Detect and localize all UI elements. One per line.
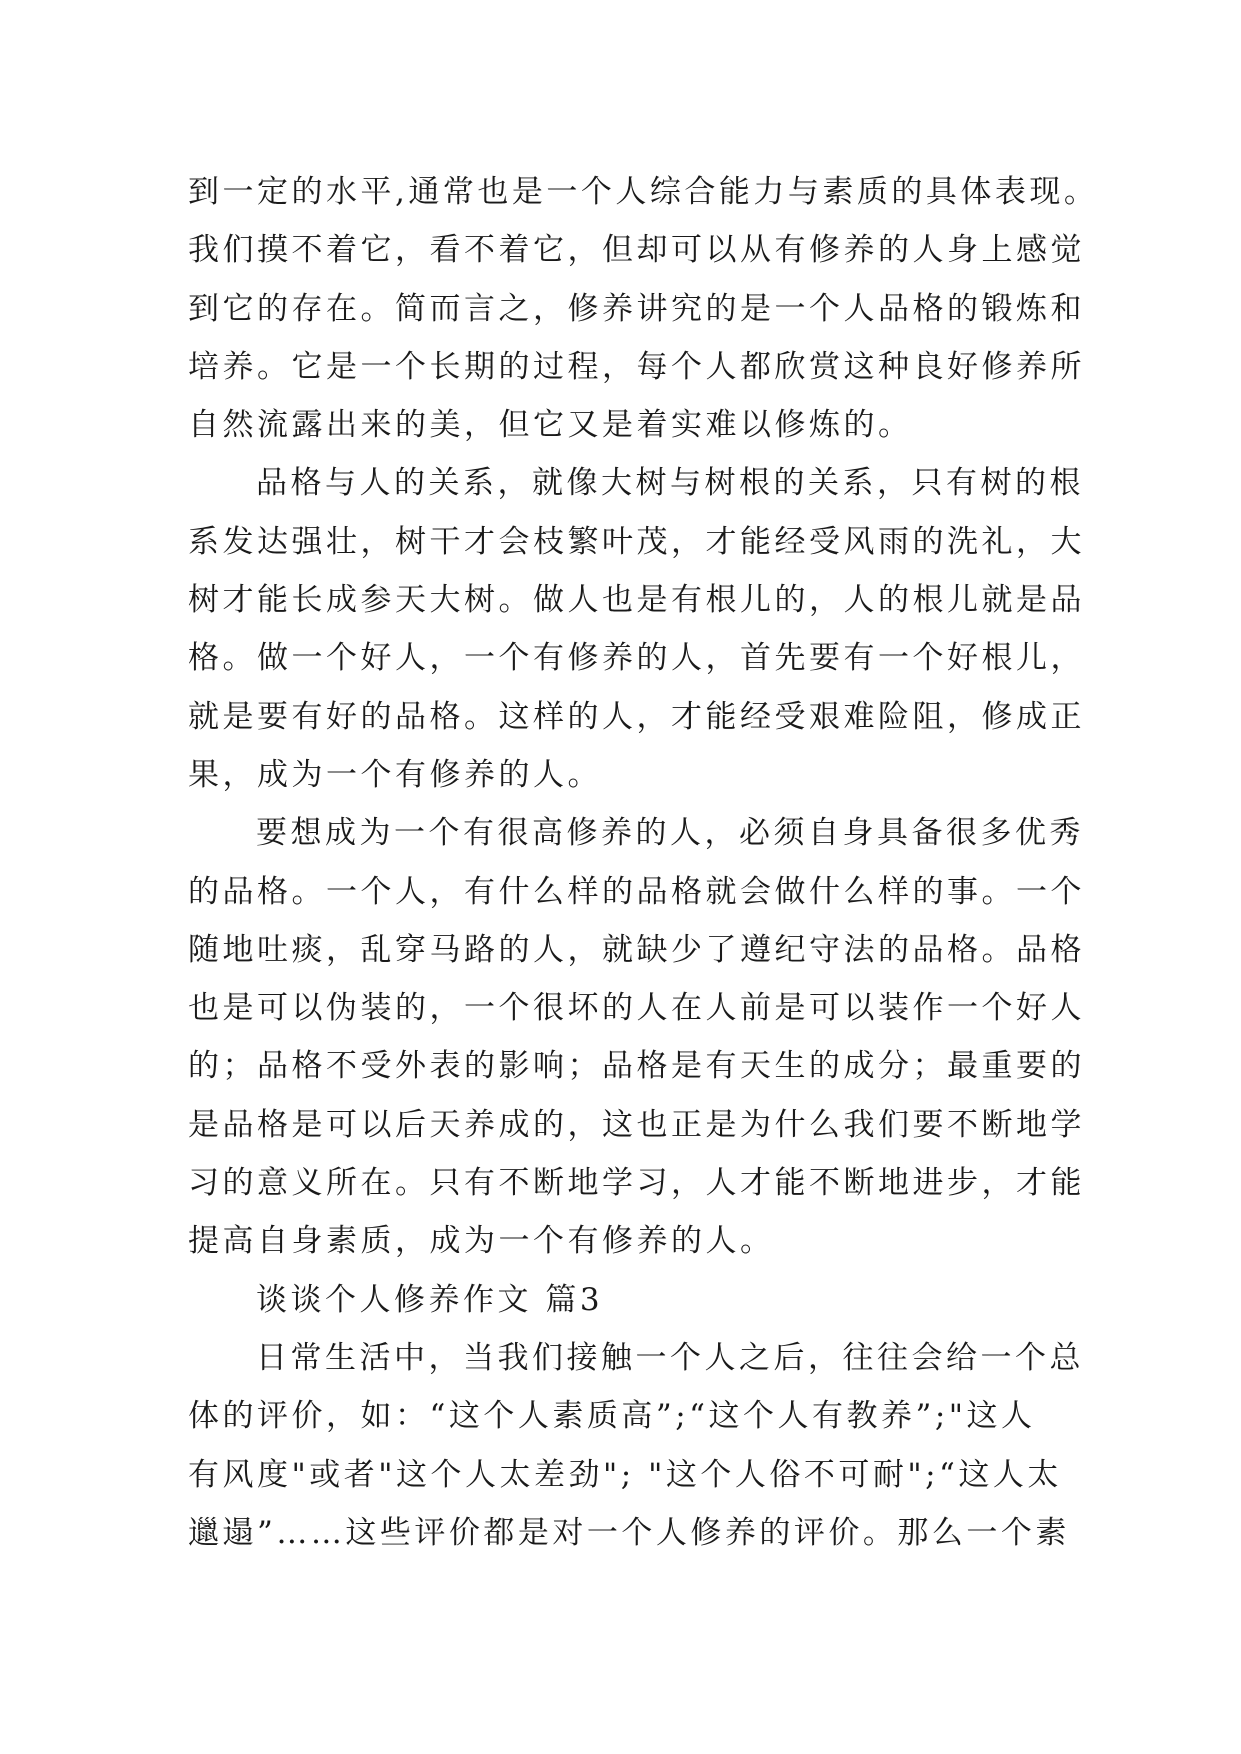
- text-line: 随地吐痰，乱穿马路的人，就缺少了遵纪守法的品格。品格: [188, 931, 1085, 968]
- paragraph-first-line: 日常生活中，当我们接触一个人之后，往往会给一个总: [256, 1339, 1084, 1376]
- text-line: 有风度"或者"这个人太差劲"; "这个人俗不可耐";“这人太: [188, 1456, 1062, 1493]
- document-body: [188, 163, 1099, 1562]
- text-line: 是品格是可以后天养成的，这也正是为什么我们要不断地学: [188, 1106, 1085, 1143]
- text-line: 提高自身素质，成为一个有修养的人。: [188, 1223, 775, 1260]
- text-line: 培养。它是一个长期的过程，每个人都欣赏这种良好修养所: [188, 348, 1085, 385]
- text-line: 习的意义所在。只有不断地学习，人才能不断地进步，才能: [188, 1165, 1085, 1202]
- paragraph-first-line: 要想成为一个有很高修养的人，必须自身具备很多优秀: [256, 815, 1084, 852]
- text-line: 邋遢”……这些评价都是对一个人修养的评价。那么一个素: [188, 1514, 1070, 1551]
- text-line: 我们摸不着它，看不着它，但却可以从有修养的人身上感觉: [188, 232, 1085, 269]
- text-line: 自然流露出来的美，但它又是着实难以修炼的。: [188, 407, 913, 444]
- section-heading: 谈谈个人修养作文 篇3: [256, 1281, 604, 1318]
- text-line: 果，成为一个有修养的人。: [188, 756, 602, 793]
- text-line: 系发达强壮，树干才会枝繁叶茂，才能经受风雨的洗礼，大: [188, 523, 1085, 560]
- text-line: 到它的存在。简而言之，修养讲究的是一个人品格的锻炼和: [188, 290, 1085, 327]
- text-line: 到一定的水平,通常也是一个人综合能力与素质的具体表现。: [188, 174, 1099, 210]
- text-line: 树才能长成参天大树。做人也是有根儿的，人的根儿就是品: [188, 582, 1085, 619]
- text-line: 格。做一个好人，一个有修养的人，首先要有一个好根儿，: [188, 640, 1085, 677]
- text-line: 体的评价，如：“这个人素质高”;“这个人有教养”;"这人: [188, 1398, 1036, 1435]
- paragraph-first-line: 品格与人的关系，就像大树与树根的关系，只有树的根: [256, 465, 1084, 502]
- text-line: 也是可以伪装的，一个很坏的人在人前是可以装作一个好人: [188, 990, 1085, 1027]
- text-line: 的；品格不受外表的影响；品格是有天生的成分；最重要的: [188, 1048, 1085, 1085]
- text-line: 就是要有好的品格。这样的人，才能经受艰难险阻，修成正: [188, 698, 1085, 735]
- text-line: 的品格。一个人，有什么样的品格就会做什么样的事。一个: [188, 873, 1085, 910]
